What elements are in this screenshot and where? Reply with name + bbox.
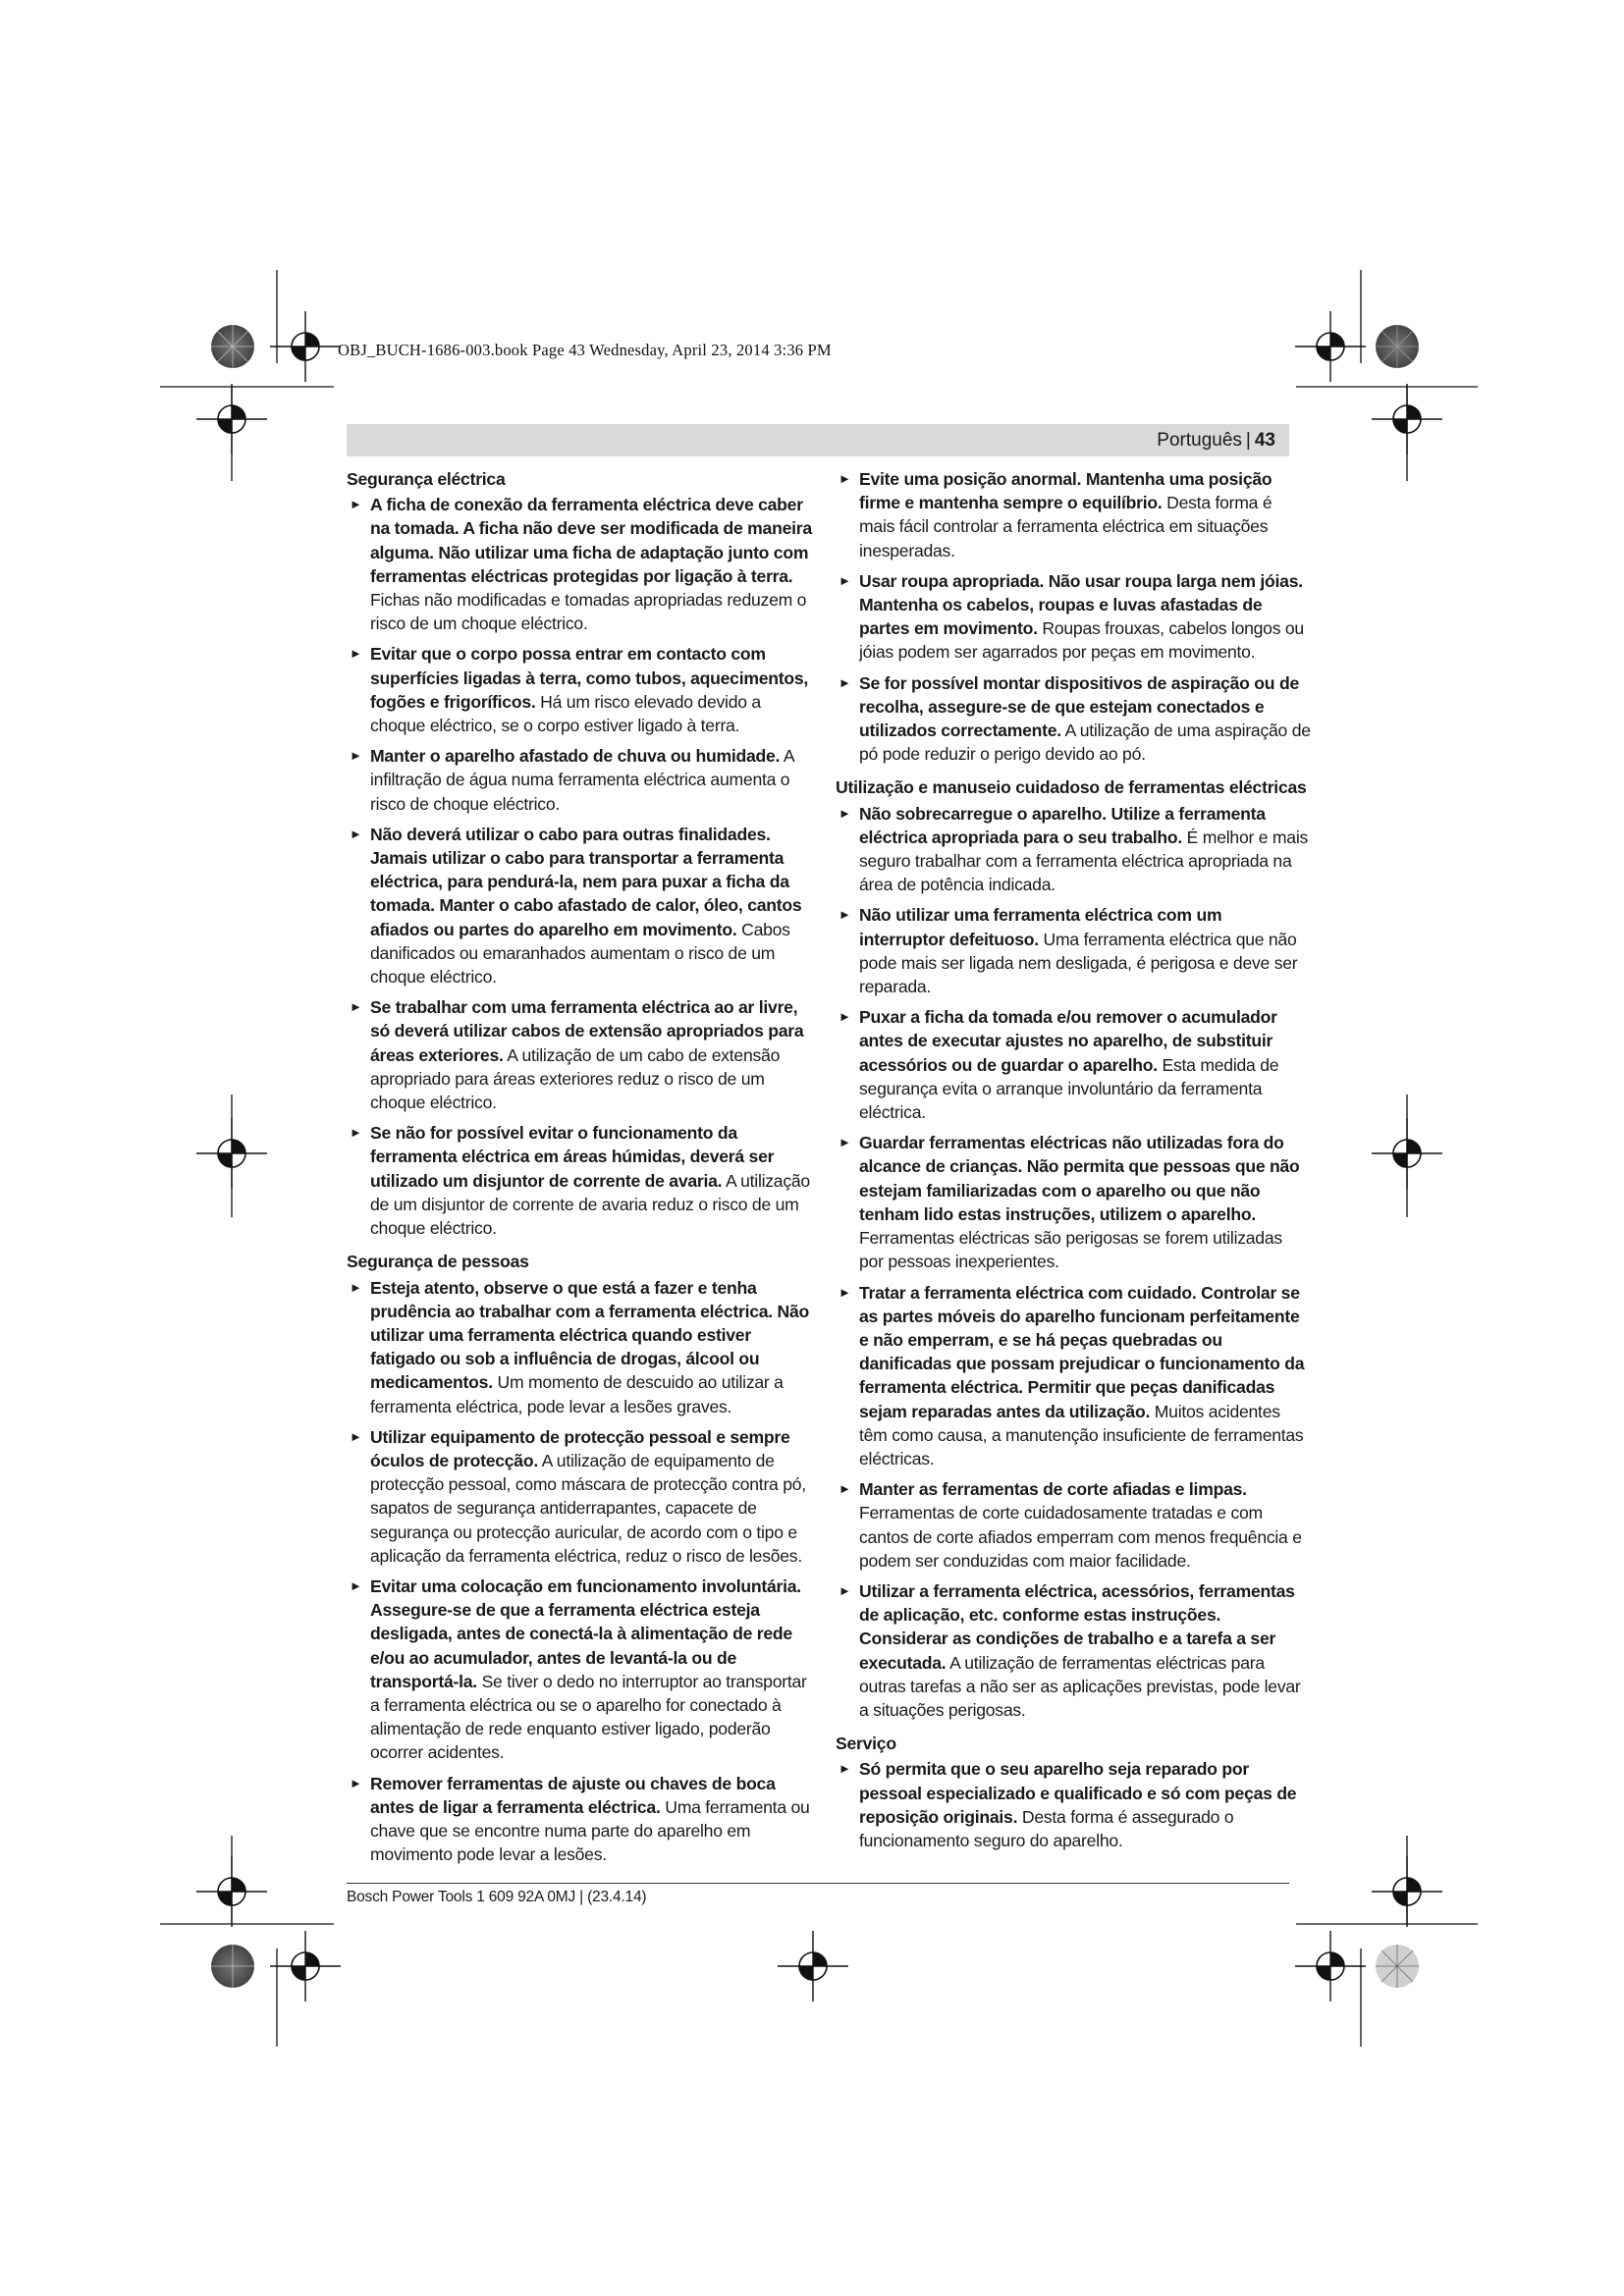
section-title: Serviço bbox=[836, 1734, 896, 1754]
bullet-arrow-icon: ► bbox=[350, 1125, 362, 1141]
safety-instruction bbox=[347, 1425, 820, 1568]
safety-instruction bbox=[836, 671, 1311, 767]
instruction-bold-text: Esteja atento, observe o que está a fazer e tenha prudência ao trabalhar com a ferramenta eléctrica. Não utilizar uma ferramenta eléctrica quando estiver fatigado ou sob a influência de drogas, álcool ou medicamentos. bbox=[370, 1277, 810, 1393]
instruction-explanation: Desta forma é assegurado o funcionamento seguro do aparelho. bbox=[859, 1806, 1234, 1850]
registration-mark-icon bbox=[270, 1931, 341, 2002]
bullet-arrow-icon: ► bbox=[839, 1481, 851, 1497]
instruction-bold-text: Não sobrecarregue o aparelho. Utilize a ferramenta eléctrica apropriada para o seu trabalho. bbox=[859, 803, 1266, 847]
safety-instruction bbox=[836, 1281, 1311, 1471]
section-title: Segurança eléctrica bbox=[347, 469, 506, 489]
safety-instruction bbox=[347, 1121, 820, 1240]
bullet-arrow-icon: ► bbox=[839, 1761, 851, 1777]
instruction-explanation: Ferramentas de corte cuidadosamente tratadas e com cantos de corte afiados emperram com menos frequência e podem ser conduzidas com maior facilidade. bbox=[859, 1503, 1302, 1571]
instruction-explanation: Roupas frouxas, cabelos longos ou jóias podem ser agarrados por peças em movimento. bbox=[859, 618, 1304, 663]
bullet-arrow-icon: ► bbox=[839, 907, 851, 923]
bullet-arrow-icon: ► bbox=[350, 748, 362, 764]
instruction-explanation: A utilização de uma aspiração de pó pode reduzir o perigo devido ao pó. bbox=[859, 721, 1311, 765]
safety-instruction bbox=[836, 1579, 1311, 1722]
instruction-explanation: É melhor e mais seguro trabalhar com a ferramenta eléctrica apropriada na área de potência indicada. bbox=[859, 827, 1309, 895]
instruction-bold-text: Evitar uma colocação em funcionamento involuntária. Assegure-se de que a ferramenta eléctrica esteja desligada, antes de conectá-la à alimentação de rede e/ou ao acumulador, antes de levantá-la ou de transportá-la. bbox=[370, 1575, 801, 1691]
bullet-arrow-icon: ► bbox=[839, 471, 851, 486]
bullet-arrow-icon: ► bbox=[839, 1582, 851, 1598]
left-column bbox=[347, 467, 820, 1873]
bullet-arrow-icon: ► bbox=[350, 646, 362, 662]
right-column bbox=[836, 467, 1311, 1859]
safety-instruction bbox=[347, 1276, 820, 1418]
instruction-explanation: Muitos acidentes têm como causa, a manutenção insuficiente de ferramentas eléctricas. bbox=[859, 1401, 1304, 1468]
instruction-bold-text: A ficha de conexão da ferramenta eléctrica deve caber na tomada. A ficha não deve ser modificada de maneira alguma. Não utilizar uma ficha de adaptação junto com ferramentas eléctricas protegidas por ligação à terra. bbox=[370, 495, 812, 586]
instruction-explanation: Um momento de descuido ao utilizar a ferramenta eléctrica, pode levar a lesões graves. bbox=[370, 1372, 784, 1416]
instruction-bold-text: Manter as ferramentas de corte afiadas e limpas. bbox=[859, 1479, 1247, 1500]
bullet-arrow-icon: ► bbox=[839, 1284, 851, 1300]
color-disc-icon bbox=[1376, 325, 1419, 368]
safety-instruction bbox=[347, 1575, 820, 1765]
instruction-bold-text: Se trabalhar com uma ferramenta eléctrica ao ar livre, só deverá utilizar cabos de extensão apropriados para áreas exteriores. bbox=[370, 997, 804, 1065]
instruction-bold-text: Evitar que o corpo possa entrar em contacto com superfícies ligadas à terra, como tubos, aquecimentos, fogões e frigoríficos. bbox=[370, 644, 809, 712]
instruction-explanation: Uma ferramenta eléctrica que não pode mais ser ligada nem desligada, é perigosa e deve ser reparada. bbox=[859, 929, 1298, 997]
instruction-explanation: Ferramentas eléctricas são perigosas se forem utilizadas por pessoas inexperientes. bbox=[859, 1228, 1282, 1272]
safety-instruction bbox=[836, 1757, 1311, 1852]
instruction-bold-text: Usar roupa apropriada. Não usar roupa larga nem jóias. Mantenha os cabelos, roupas e luvas afastadas de partes em movimento. bbox=[859, 570, 1303, 639]
header-label bbox=[1157, 430, 1275, 452]
instruction-bold-text: Não deverá utilizar o cabo para outras finalidades. Jamais utilizar o cabo para transportar a ferramenta eléctrica, para pendurá-la, nem para puxar a ficha da tomada. Manter o cabo afastado de calor, óleo, cantos afiados ou partes do aparelho em movimento. bbox=[370, 824, 802, 939]
color-disc-icon bbox=[1376, 1945, 1419, 1988]
instruction-explanation: A infiltração de água numa ferramenta eléctrica aumenta o risco de choque eléctrico. bbox=[370, 746, 794, 814]
safety-instruction bbox=[347, 744, 820, 816]
bullet-arrow-icon: ► bbox=[350, 497, 362, 512]
instruction-bold-text: Manter o aparelho afastado de chuva ou humidade. bbox=[370, 746, 781, 767]
instruction-bold-text: Utilizar a ferramenta eléctrica, acessórios, ferramentas de aplicação, etc. conforme estas instruções. Considerar as condições de trabalho e a tarefa a ser executada. bbox=[859, 1580, 1295, 1673]
instruction-explanation: Cabos danificados ou emaranhados aumentam o risco de um choque eléctrico. bbox=[370, 919, 790, 988]
page-header bbox=[347, 424, 1289, 456]
bullet-arrow-icon: ► bbox=[839, 572, 851, 588]
safety-instruction bbox=[836, 1005, 1311, 1124]
bullet-arrow-icon: ► bbox=[350, 826, 362, 841]
page-number: 43 bbox=[1254, 430, 1275, 451]
instruction-explanation: A utilização de um disjuntor de corrente de avaria reduz o risco de um choque eléctrico. bbox=[370, 1170, 810, 1239]
instruction-bold-text: Evite uma posição anormal. Mantenha uma posição firme e mantenha sempre o equilíbrio. bbox=[859, 469, 1272, 513]
print-slug: OBJ_BUCH-1686-003.book Page 43 Wednesday, April 23, 2014 3:36 PM bbox=[338, 341, 832, 359]
safety-instruction bbox=[347, 642, 820, 737]
color-disc-icon bbox=[211, 1945, 254, 1988]
header-language: Português bbox=[1157, 430, 1242, 451]
instruction-bold-text: Se for possível montar dispositivos de aspiração ou de recolha, assegure-se de que estejam conectados e utilizados correctamente. bbox=[859, 672, 1299, 741]
instruction-bold-text: Tratar a ferramenta eléctrica com cuidado. Controlar se as partes móveis do aparelho funcionam perfeitamente e não emperram, e se há peças quebradas ou danificadas que possam prejudicar o funcionamento da ferramenta eléctrica. Permitir que peças danificadas sejam reparadas antes da utilização. bbox=[859, 1282, 1305, 1421]
bullet-arrow-icon: ► bbox=[350, 1775, 362, 1790]
instruction-bold-text: Utilizar equipamento de protecção pessoal e sempre óculos de protecção. bbox=[370, 1426, 790, 1470]
bullet-arrow-icon: ► bbox=[839, 1009, 851, 1025]
instruction-bold-text: Remover ferramentas de ajuste ou chaves de boca antes de ligar a ferramenta eléctrica. bbox=[370, 1773, 776, 1817]
footer-text: Bosch Power Tools 1 609 92A 0MJ | (23.4.14) bbox=[347, 1889, 647, 1905]
bullet-arrow-icon: ► bbox=[839, 1135, 851, 1150]
safety-instruction bbox=[347, 823, 820, 988]
registration-mark-icon bbox=[270, 311, 341, 382]
safety-instruction bbox=[347, 493, 820, 635]
registration-mark-icon bbox=[1295, 1931, 1366, 2002]
safety-instruction bbox=[836, 467, 1311, 562]
safety-instruction bbox=[836, 1477, 1311, 1573]
instruction-explanation: A utilização de um cabo de extensão apropriado para áreas exteriores reduz o risco de um choque eléctrico. bbox=[370, 1044, 781, 1113]
bullet-arrow-icon: ► bbox=[350, 1428, 362, 1444]
bullet-arrow-icon: ► bbox=[839, 805, 851, 821]
bullet-arrow-icon: ► bbox=[350, 999, 362, 1015]
instruction-bold-text: Se não for possível evitar o funcionamento da ferramenta eléctrica em áreas húmidas, deverá ser utilizado um disjuntor de corrente de avaria. bbox=[370, 1123, 775, 1191]
instruction-explanation: A utilização de equipamento de protecção pessoal, como máscara de protecção contra pó, sapatos de segurança antiderrapantes, capacete de segurança ou protecção auricular, de acordo com o tipo e aplicação da ferramenta eléctrica, reduz o risco de lesões. bbox=[370, 1450, 806, 1566]
safety-instruction bbox=[836, 903, 1311, 998]
section-title: Segurança de pessoas bbox=[347, 1252, 529, 1272]
bullet-arrow-icon: ► bbox=[839, 674, 851, 690]
instruction-explanation: Há um risco elevado devido a choque eléctrico, se o corpo estiver ligado à terra. bbox=[370, 691, 761, 736]
instruction-bold-text: Não utilizar uma ferramenta eléctrica com um interruptor defeituoso. bbox=[859, 905, 1222, 949]
instruction-explanation: Desta forma é mais fácil controlar a ferramenta eléctrica em situações inesperadas. bbox=[859, 493, 1272, 561]
instruction-explanation: Esta medida de segurança evita o arranque involuntário da ferramenta eléctrica. bbox=[859, 1054, 1279, 1123]
safety-instruction bbox=[836, 1131, 1311, 1273]
safety-instruction bbox=[347, 1772, 820, 1867]
instruction-explanation: Se tiver o dedo no interruptor ao transportar a ferramenta eléctrica ou se o aparelho for conectado à alimentação de rede enquanto estiver ligado, poderão ocorrer acidentes. bbox=[370, 1671, 807, 1763]
registration-mark-icon bbox=[1295, 311, 1366, 382]
instruction-explanation: A utilização de ferramentas eléctricas para outras tarefas a não ser as aplicações previstas, pode levar a situações perigosas. bbox=[859, 1652, 1301, 1720]
instruction-explanation: Uma ferramenta ou chave que se encontre numa parte do aparelho em movimento pode levar a lesões. bbox=[370, 1796, 810, 1865]
instruction-bold-text: Só permita que o seu aparelho seja reparado por pessoal especializado e qualificado e só com peças de reposição originais. bbox=[859, 1759, 1297, 1827]
instruction-bold-text: Guardar ferramentas eléctricas não utilizadas fora do alcance de crianças. Não permita que pessoas que não estejam familiarizadas com o aparelho ou que não tenham lido estas instruções, utilizem o aparelho. bbox=[859, 1133, 1300, 1224]
instruction-bold-text: Puxar a ficha da tomada e/ou remover o acumulador antes de executar ajustes no aparelho, de substituir acessórios ou de guardar o aparelho. bbox=[859, 1007, 1277, 1075]
header-separator: | bbox=[1245, 430, 1251, 451]
instruction-explanation: Fichas não modificadas e tomadas apropriadas reduzem o risco de um choque eléctrico. bbox=[370, 590, 807, 634]
section-title: Utilização e manuseio cuidadoso de ferramentas eléctricas bbox=[836, 777, 1307, 798]
safety-instruction bbox=[347, 995, 820, 1114]
registration-mark-icon bbox=[778, 1931, 848, 2002]
bullet-arrow-icon: ► bbox=[350, 1279, 362, 1295]
bullet-arrow-icon: ► bbox=[350, 1577, 362, 1593]
safety-instruction bbox=[836, 569, 1311, 665]
footer-divider bbox=[347, 1883, 1289, 1884]
safety-instruction bbox=[836, 802, 1311, 897]
color-disc-icon bbox=[211, 325, 254, 368]
